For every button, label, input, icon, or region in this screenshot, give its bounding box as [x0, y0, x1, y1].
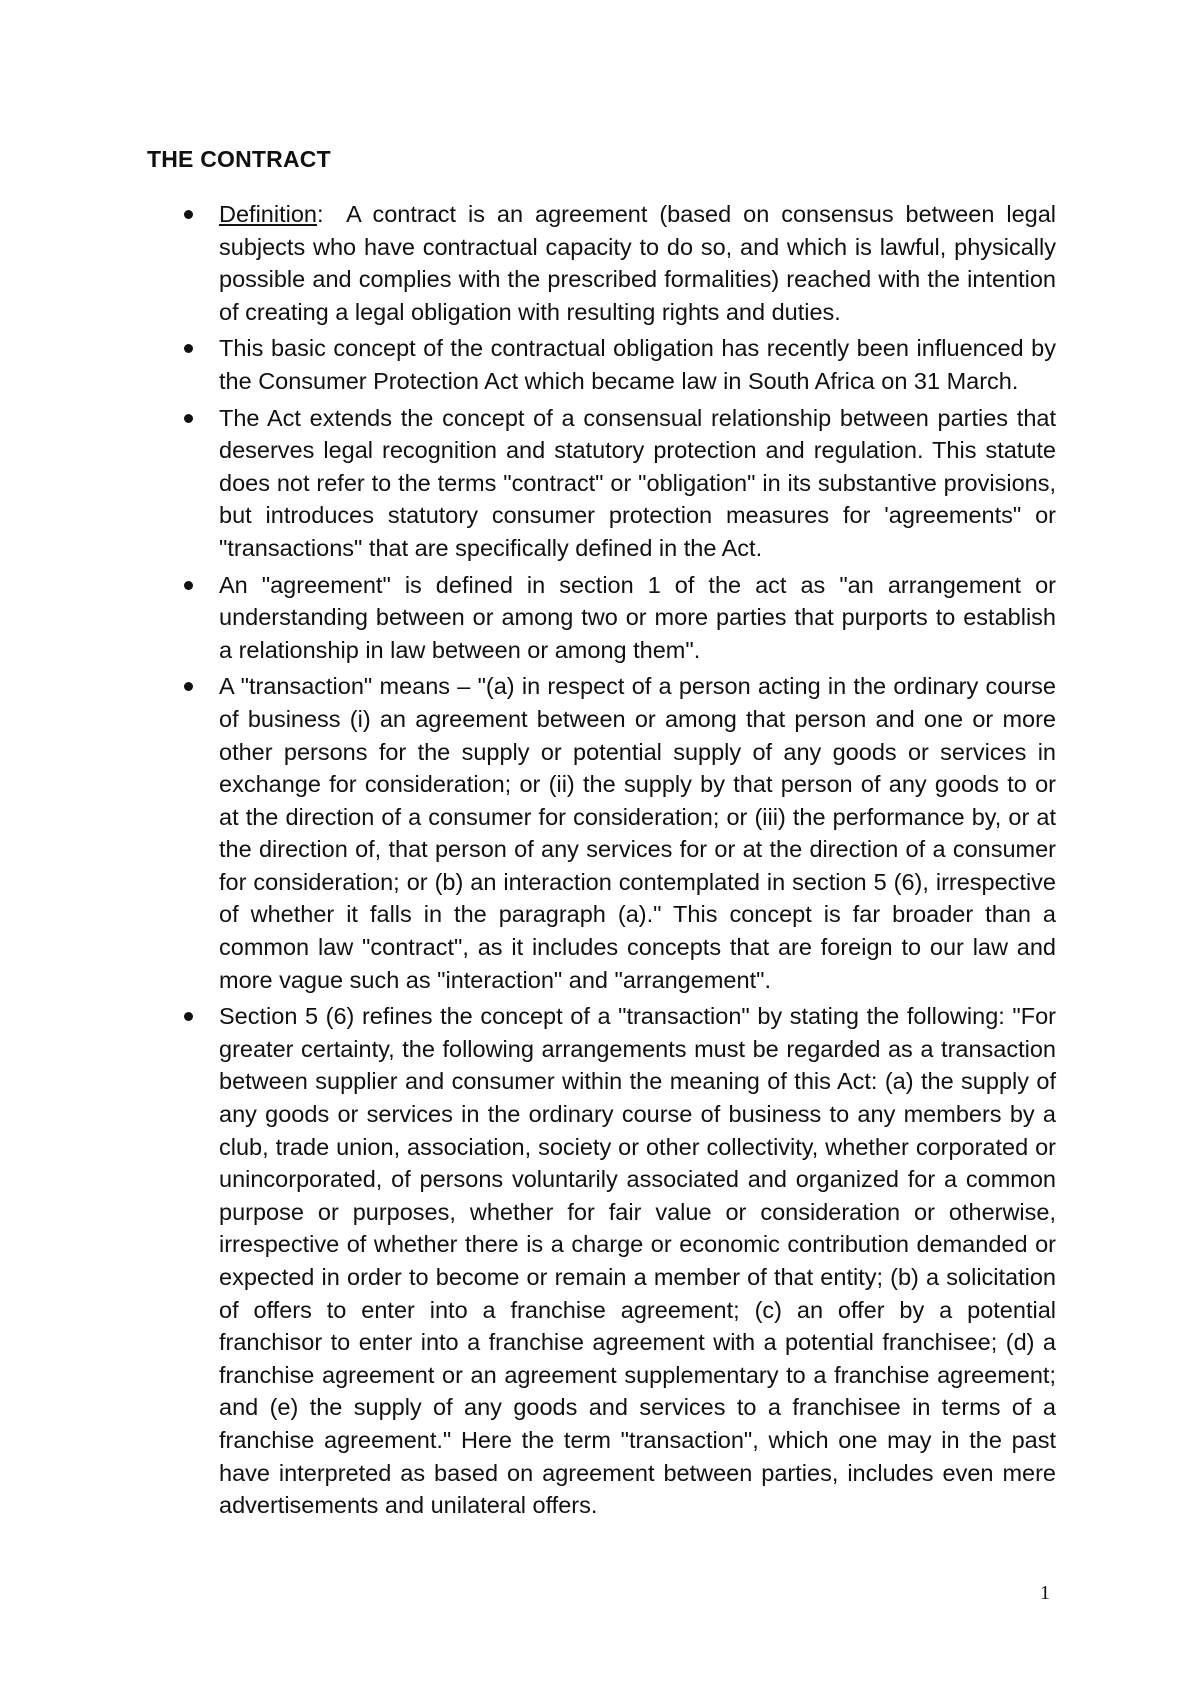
bullet-icon: [184, 344, 193, 353]
page-number: 1: [1040, 1582, 1050, 1604]
list-item-text: The Act extends the concept of a consensual relationship between parties that deserves legal recognition and statutory protection and regulation. This statute does not refer to the terms "contract" or "obligation" in its substantive provisions, but introduces statutory consumer protection measures for 'agreements" or "transactions" that are specifically defined in the Act.: [219, 404, 1056, 561]
definition-text: A contract is an agreement (based on consensus between legal subjects who have contractual capacity to do so, and which is lawful, physically possible and complies with the prescribed formalities) reached with the intention of creating a legal obligation with resulting rights and duties.: [219, 201, 1063, 325]
list-item-text: Section 5 (6) refines the concept of a "transaction" by stating the following: "For greater certainty, the following arrangements must be regarded as a transaction between supplier and consumer within the meaning of this Act: (a) the supply of any goods or services in the ordinary course of business to any members by a club, trade union, association, society or other collectivity, whether corporated or unincorporated, of persons voluntarily associated and organized for a common purpose or purposes, whether for fair value or consideration or otherwise, irrespective of whether there is a charge or economic contribution demanded or expected in order to become or remain a member of that entity; (b) a solicitation of offers to enter into a franchise agreement; (c) an offer by a potential franchisor to enter into a franchise agreement with a potential franchisee; (d) a franchise agreement or an agreement supplementary to a franchise agreement; and (e) the supply of any goods and services to a franchisee in terms of a franchise agreement." Here the term "transaction", which one may in the past have interpreted as based on agreement between parties, includes even mere advertisements and unilateral offers.: [219, 1003, 1056, 1519]
list-item-text: A "transaction" means – "(a) in respect of a person acting in the ordinary course of business (i) an agreement between or among that person and one or more other persons for the supply or potential supply of any goods or services in exchange for consideration; or (ii) the supply by that person of any goods to or at the direction of a consumer for consideration; or (iii) the performance by, or at the direction of, that person of any services for or at the direction of a consumer for consideration; or (b) an interaction contemplated in section 5 (6), irrespective of whether it falls in the paragraph (a)." This concept is far broader than a common law "contract", as it includes concepts that are foreign to our law and more vague such as "interaction" and "arrangement".: [219, 673, 1056, 993]
definition-colon: :: [316, 201, 324, 227]
list-item-definition: [219, 198, 1063, 328]
bullet-icon: [184, 210, 193, 219]
list-item: [219, 1000, 1056, 1522]
page-title: THE CONTRACT: [147, 146, 331, 172]
list-item-text: An "agreement" is defined in section 1 of the act as "an arrangement or understanding between or among two or more parties that purports to establish a relationship in law between or among them".: [219, 571, 1056, 663]
list-item: [219, 670, 1056, 996]
list-item: [219, 332, 1056, 397]
list-item: [219, 402, 1056, 565]
list-item-text: This basic concept of the contractual obligation has recently been influenced by the Consumer Protection Act which became law in South Africa on 31 March.: [219, 335, 1056, 394]
bullet-icon: [184, 414, 193, 423]
list-item: [219, 569, 1056, 667]
bullet-icon: [184, 682, 193, 691]
bullet-list: [219, 198, 1063, 1526]
bullet-icon: [184, 581, 193, 590]
definition-term: Definition: [219, 201, 317, 227]
bullet-icon: [184, 1012, 193, 1021]
